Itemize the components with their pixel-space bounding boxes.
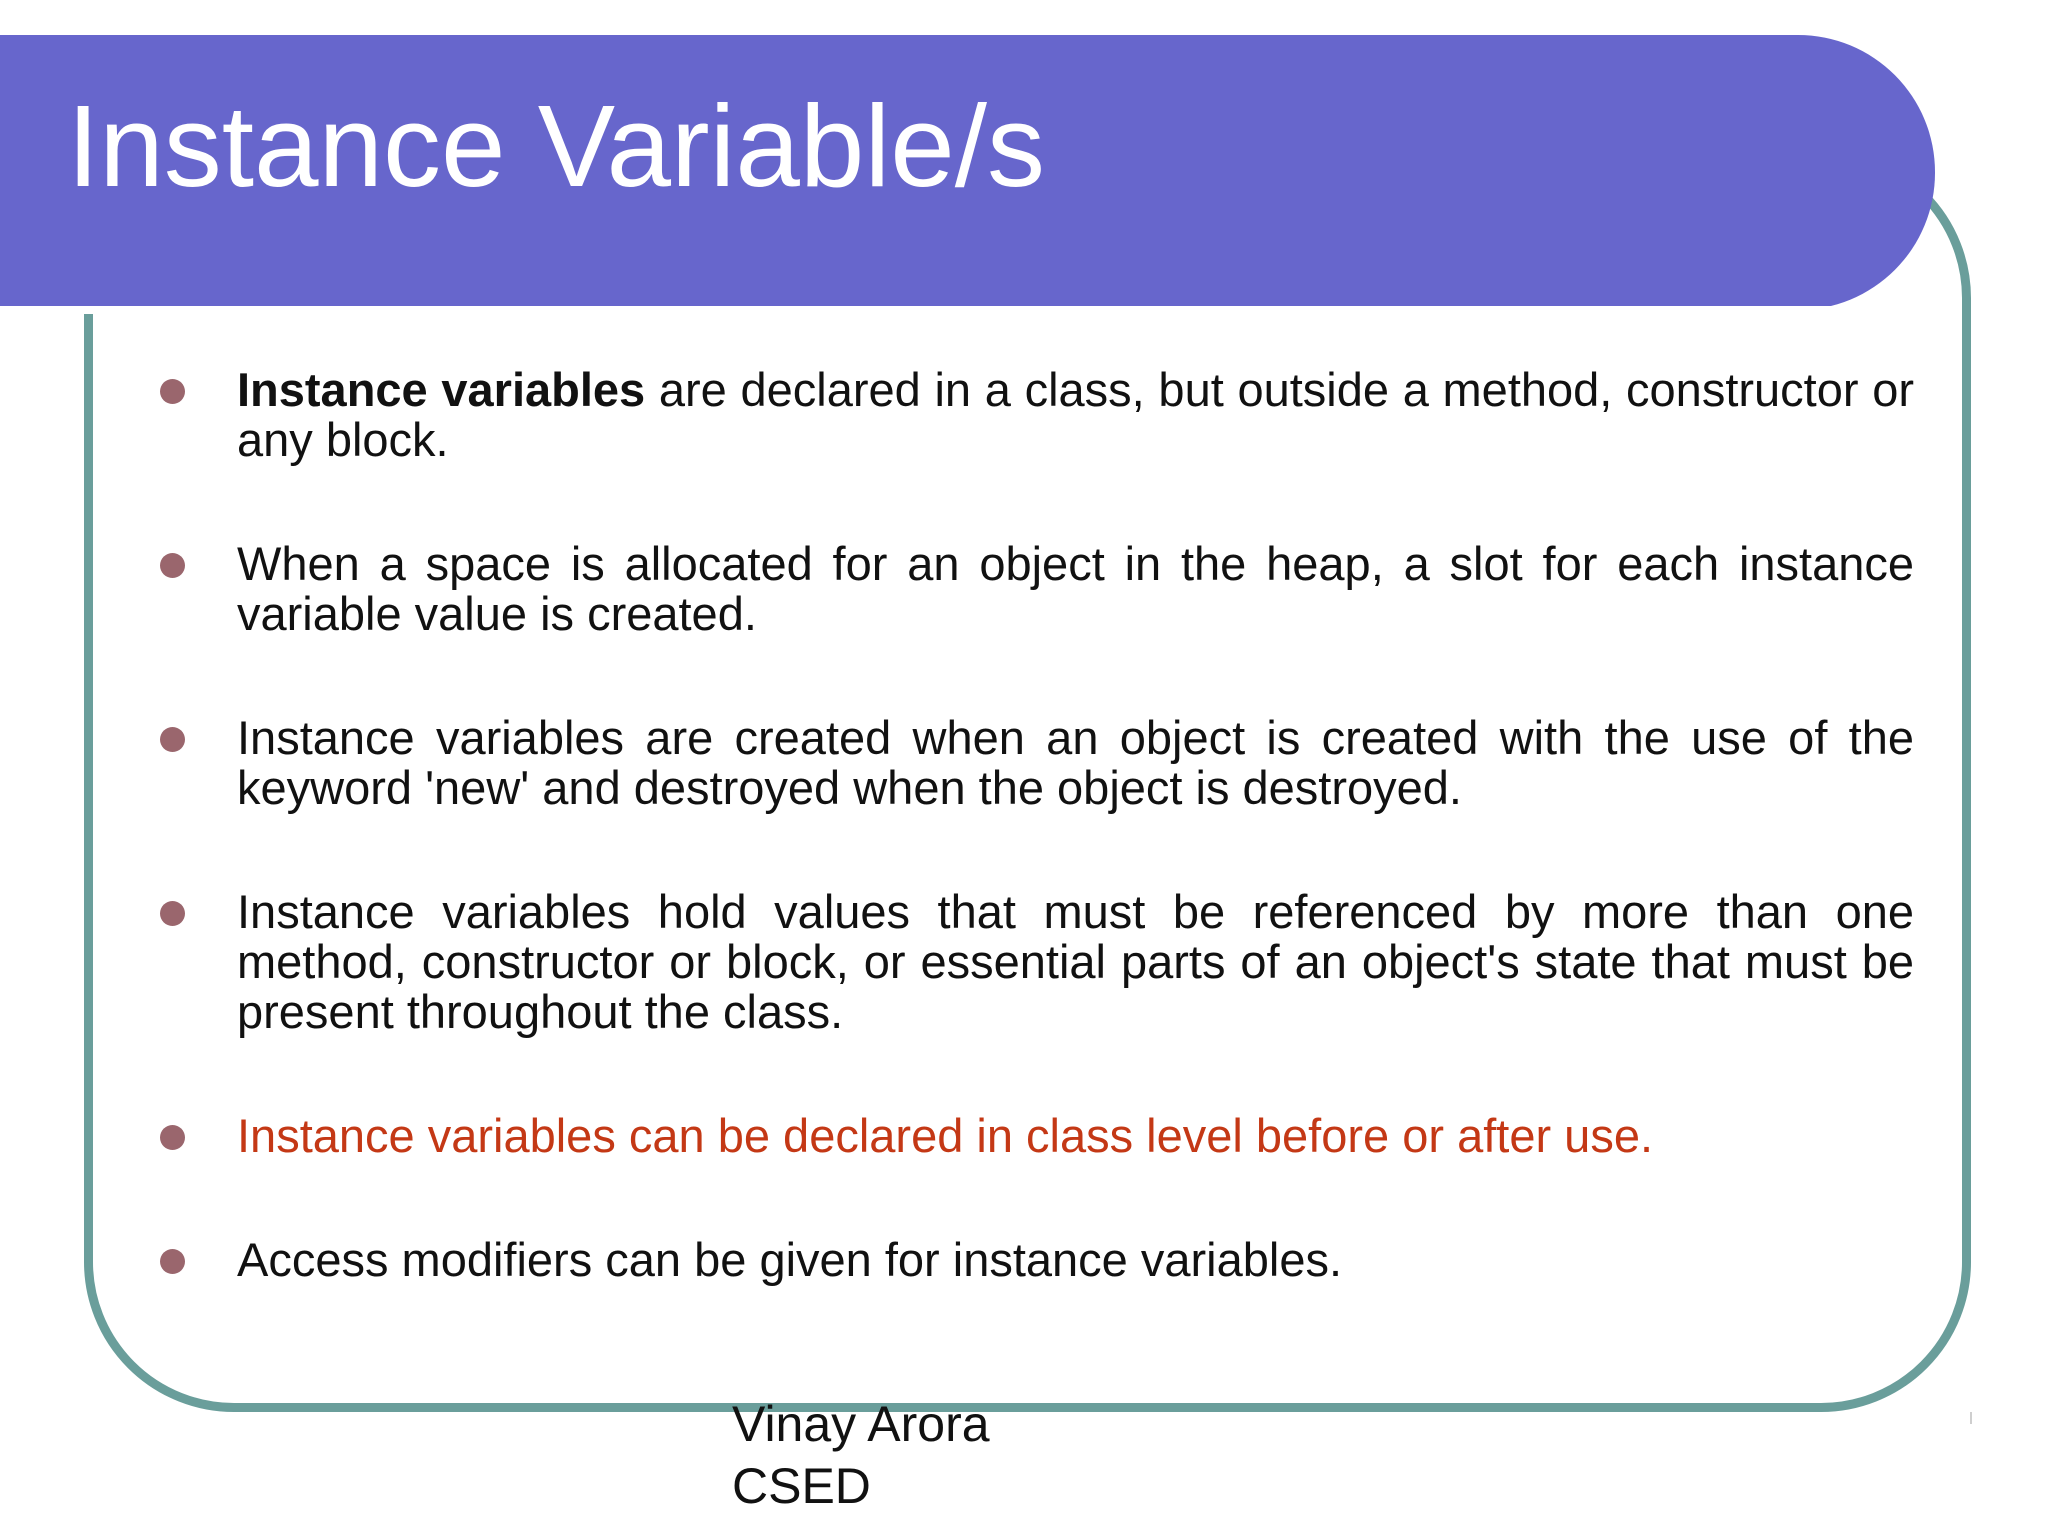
bullet-text: Access modifiers can be given for instance variables.: [237, 1233, 1343, 1286]
footer-name: Vinay Arora: [732, 1396, 990, 1452]
title-underline: [0, 306, 1832, 314]
bullet-dot-icon: [160, 901, 185, 926]
bullet-text: Instance variables can be declared in class level before or after use.: [237, 1109, 1654, 1162]
footer-author: [732, 1393, 990, 1517]
bullet-item-created-destroyed: [160, 713, 1914, 813]
footer-department: CSED: [732, 1458, 871, 1514]
bullet-bold-term: Instance variables: [237, 363, 646, 416]
decorative-mark: [1970, 1412, 1972, 1424]
bullet-dot-icon: [160, 727, 185, 752]
bullet-item-heap-slot: [160, 539, 1914, 639]
bullet-item-hold-values: [160, 887, 1914, 1037]
bullet-dot-icon: [160, 1125, 185, 1150]
bullet-dot-icon: [160, 379, 185, 404]
slide-title: Instance Variable/s: [67, 81, 1045, 211]
bullet-list: [160, 365, 1914, 1285]
bullet-text: are declared in a class, but outside a method, constructor or any block.: [237, 363, 1915, 466]
bullet-item-instance-variables-declared: [160, 365, 1914, 465]
bullet-item-class-level-declaration: [160, 1111, 1914, 1161]
bullet-dot-icon: [160, 1249, 185, 1274]
bullet-text: Instance variables hold values that must be referenced by more than one method, constructor or block, or essential parts of an object's state that must be present throughout the class.: [237, 885, 1914, 1038]
bullet-text: When a space is allocated for an object in the heap, a slot for each instance variable value is created.: [237, 537, 1914, 640]
bullet-dot-icon: [160, 553, 185, 578]
bullet-text: Instance variables are created when an object is created with the use of the keyword 'new' and destroyed when the object is destroyed.: [237, 711, 1914, 814]
bullet-item-access-modifiers: [160, 1235, 1914, 1285]
